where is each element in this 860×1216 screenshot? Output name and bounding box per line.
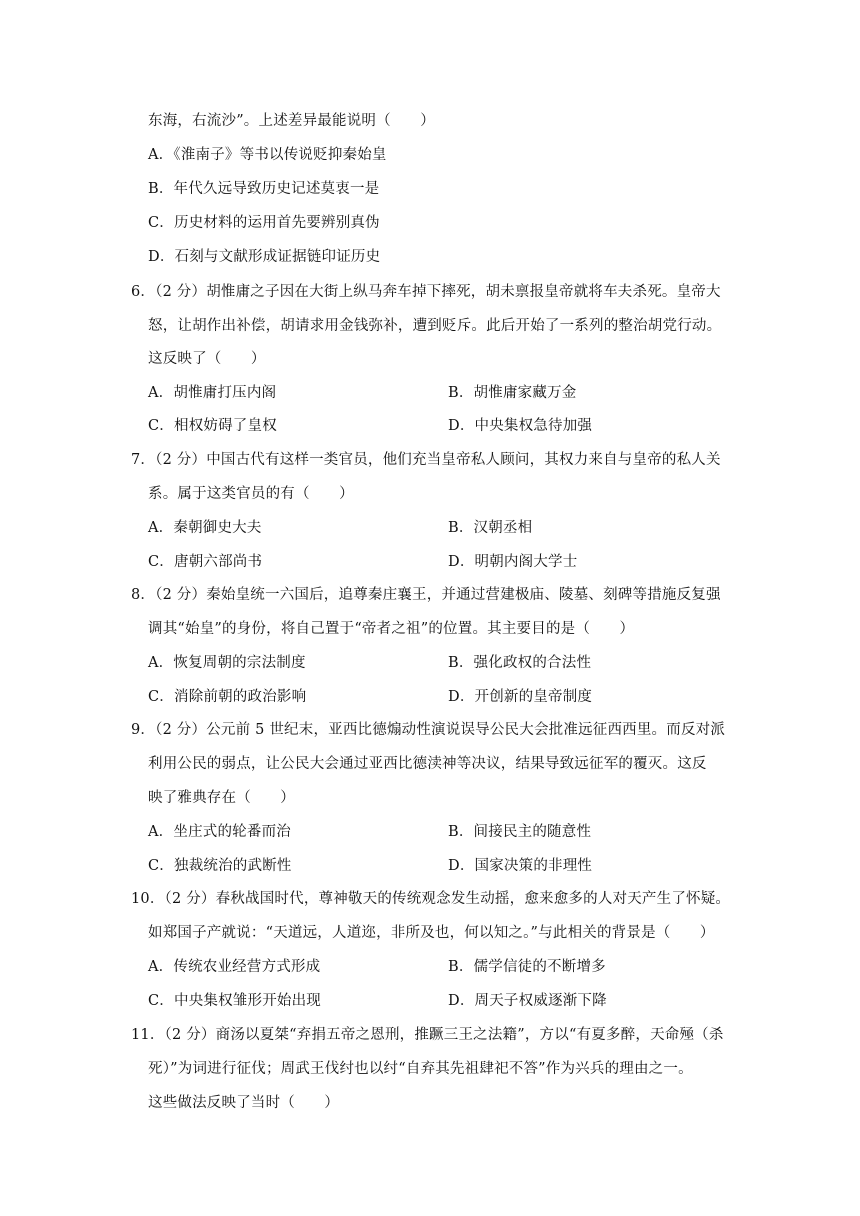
q9-stem-line-1: 9．（2 分）公元前 5 世纪末，亚西比德煽动性演说误导公民大会批准远征西西里。而反对派 bbox=[131, 722, 726, 738]
q6-option-b: B．胡惟庸家藏万金 bbox=[448, 385, 577, 401]
q7-option-a: A．秦朝御史大夫 bbox=[148, 520, 262, 536]
q8-option-a: A．恢复周朝的宗法制度 bbox=[148, 655, 306, 671]
q6-option-a: A．胡惟庸打压内阁 bbox=[148, 385, 277, 401]
q5-option-a: A．《淮南子》等书以传说贬抑秦始皇 bbox=[148, 147, 387, 163]
q5-stem-tail: 东海，右流沙”。上述差异最能说明（ ） bbox=[148, 113, 435, 129]
q8-option-d: D．开创新的皇帝制度 bbox=[448, 689, 593, 705]
q6-stem-line-3: 这反映了（ ） bbox=[148, 351, 266, 367]
q10-option-d: D．周天子权威逐渐下降 bbox=[448, 993, 607, 1009]
q10-stem-line-2: 如郑国子产就说：“天道远，人道迩，非所及也，何以知之。”与此相关的背景是（ ） bbox=[148, 925, 715, 941]
q9-option-d: D．国家决策的非理性 bbox=[448, 858, 593, 874]
q10-option-a: A．传统农业经营方式形成 bbox=[148, 959, 321, 975]
q9-option-a: A．坐庄式的轮番而治 bbox=[148, 824, 291, 840]
q6-stem-line-1: 6．（2 分）胡惟庸之子因在大街上纵马奔车掉下摔死，胡未禀报皇帝就将车夫杀死。皇帝大 bbox=[131, 284, 721, 300]
q8-option-c: C．消除前朝的政治影响 bbox=[148, 689, 307, 705]
q7-option-b: B．汉朝丞相 bbox=[448, 520, 533, 536]
q8-stem-line-1: 8．（2 分）秦始皇统一六国后，追尊秦庄襄王，并通过营建极庙、陵墓、刻碑等措施反复强 bbox=[131, 587, 721, 603]
q6-stem-line-2: 怒，让胡作出补偿，胡请求用金钱弥补，遭到贬斥。此后开始了一系列的整治胡党行动。 bbox=[148, 318, 722, 334]
q7-stem-line-2: 系。属于这类官员的有（ ） bbox=[148, 486, 354, 502]
q5-option-d: D．石刻与文献形成证据链印证历史 bbox=[148, 249, 381, 265]
q9-option-b: B．间接民主的随意性 bbox=[448, 824, 592, 840]
q11-stem-line-1: 11．（2 分）商汤以夏桀“弃捐五帝之恩刑，推蹶三王之法籍”，方以“有夏多醉，天命殛（杀 bbox=[131, 1027, 724, 1043]
q8-option-b: B．强化政权的合法性 bbox=[448, 655, 592, 671]
q7-stem-line-1: 7．（2 分）中国古代有这样一类官员，他们充当皇帝私人顾问，其权力来自与皇帝的私人关 bbox=[131, 452, 721, 468]
q6-option-c: C．相权妨碍了皇权 bbox=[148, 418, 277, 434]
q9-option-c: C．独裁统治的武断性 bbox=[148, 858, 292, 874]
q6-option-d: D．中央集权急待加强 bbox=[448, 418, 593, 434]
q7-option-c: C．唐朝六部尚书 bbox=[148, 554, 263, 570]
q9-stem-line-2: 利用公民的弱点，让公民大会通过亚西比德渎神等决议，结果导致远征军的覆灭。这反 bbox=[148, 756, 707, 772]
q7-option-d: D．明朝内阁大学士 bbox=[448, 554, 578, 570]
q9-stem-line-3: 映了雅典存在（ ） bbox=[148, 790, 295, 806]
q8-stem-line-2: 调其“始皇”的身份，将自己置于“帝者之祖”的位置。其主要目的是（ ） bbox=[148, 621, 635, 637]
q5-option-b: B．年代久远导致历史记述莫衷一是 bbox=[148, 181, 380, 197]
q10-stem-line-1: 10．（2 分）春秋战国时代，尊神敬天的传统观念发生动摇，愈来愈多的人对天产生了怀疑。 bbox=[131, 891, 731, 907]
q5-option-c: C．历史材料的运用首先要辨别真伪 bbox=[148, 215, 380, 231]
q10-option-c: C．中央集权雏形开始出现 bbox=[148, 993, 321, 1009]
q10-option-b: B．儒学信徒的不断增多 bbox=[448, 959, 606, 975]
q11-stem-line-3: 这些做法反映了当时（ ） bbox=[148, 1095, 340, 1111]
q11-stem-line-2: 死）”为词进行征伐；周武王伐纣也以纣“自弃其先祖肆祀不答”作为兴兵的理由之一。 bbox=[148, 1061, 693, 1077]
